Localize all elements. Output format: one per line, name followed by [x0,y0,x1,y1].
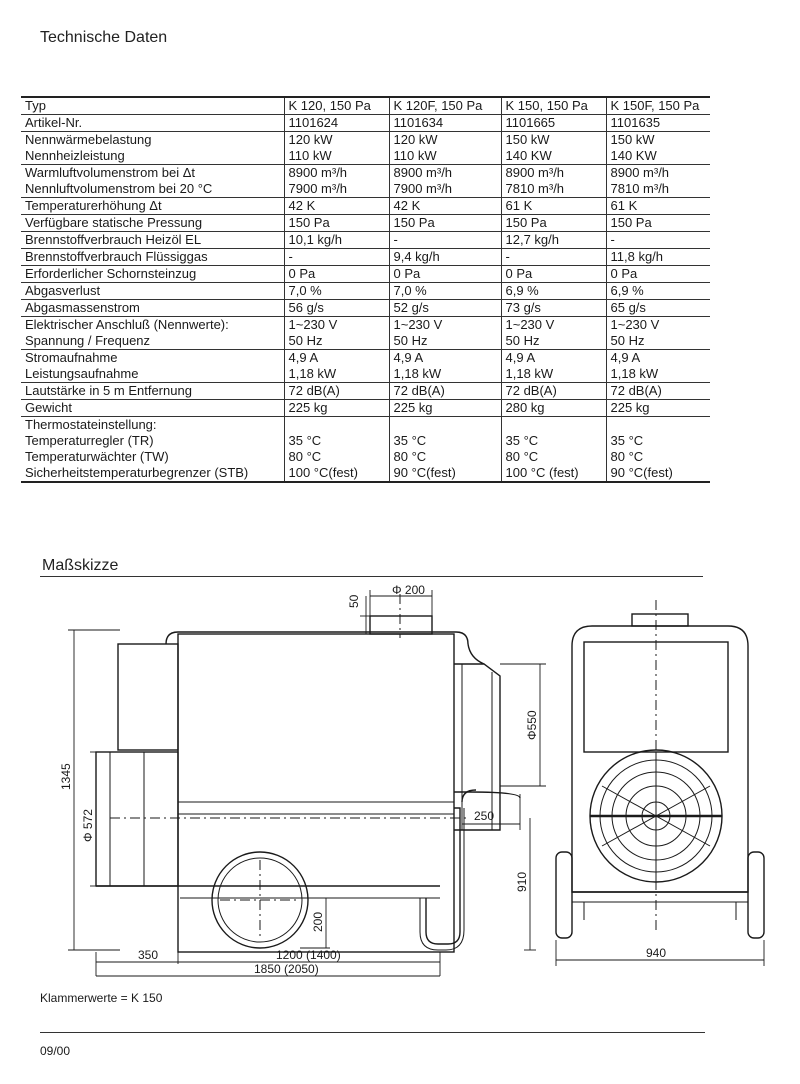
cell-value: 0 Pa [610,266,638,281]
cell-value: 1101635 [610,115,661,130]
cell-value: 1,18 kW [610,366,659,381]
table-row [21,350,710,383]
cell-value: 12,7 kg/h [505,232,559,247]
heater-front-outline [572,626,748,892]
table-row [21,266,710,283]
cell-value: 8900 m³/h [505,165,565,180]
value-cell [501,383,606,400]
table-row [21,400,710,417]
value-cell [389,215,501,232]
row-label-cell [21,132,284,165]
cell-value: 225 kg [393,400,433,415]
row-label: Lautstärke in 5 m Entfernung [25,383,192,398]
cell-value: 150 Pa [505,215,547,230]
cell-value: 225 kg [288,400,328,415]
cell-value: - [393,232,398,247]
dimension-sketch-title: Maßskizze [42,557,119,574]
value-cell [606,283,710,300]
cell-value [394,417,497,433]
value-cell [606,350,710,383]
value-cell [501,165,606,198]
cell-value: 8900 m³/h [288,165,348,180]
cell-value: 9,4 kg/h [393,249,440,264]
value-cell [389,383,501,400]
row-label-cell [21,400,284,417]
cell-value: 61 K [610,198,638,213]
value-cell [284,283,389,300]
value-cell [284,198,389,215]
cell-value: 56 g/s [288,300,324,315]
flue-stub [370,616,432,634]
heater-body-outline [178,634,454,952]
cell-value: 1,18 kW [393,366,442,381]
row-label: Erforderlicher Schornsteinzug [25,266,197,281]
value-cell [606,215,710,232]
cell-value: 1101665 [505,115,556,130]
row-label: Thermostateinstellung: [25,417,157,432]
value-cell [606,198,710,215]
value-cell [389,115,501,132]
cell-value: 4,9 A [393,350,424,365]
row-label: Artikel-Nr. [25,115,83,130]
value-cell [389,165,501,198]
cell-value: 100 °C(fest) [288,465,359,480]
value-cell [284,417,389,483]
row-label: Nennheizleistung [25,148,125,163]
cell-value: 35 °C [610,433,644,448]
value-cell [284,383,389,400]
cell-value: 150 kW [610,132,655,147]
value-cell [501,300,606,317]
cell-value: 6,9 % [610,283,644,298]
dim-outlet-offset: 250 [474,809,495,823]
cell-value: 120 kW [288,132,333,147]
cell-value: 50 Hz [393,333,428,348]
cell-value: 11,8 kg/h [610,249,664,264]
table-row [21,417,710,483]
cell-value: 100 °C (fest) [505,465,579,480]
row-label-cell [21,266,284,283]
cell-value: 0 Pa [393,266,421,281]
value-cell [606,232,710,249]
cell-value: 90 °C(fest) [610,465,673,480]
cell-value: - [288,249,293,264]
cell-value: 0 Pa [288,266,316,281]
row-label-cell [21,232,284,249]
cell-value: 8900 m³/h [610,165,670,180]
row-label: Spannung / Frequenz [25,333,151,348]
value-cell [501,132,606,165]
row-label: Abgasmassenstrom [25,300,140,315]
value-cell [284,317,389,350]
value-cell [389,232,501,249]
cell-value: 80 °C [288,449,322,464]
cell-value: 7,0 % [393,283,427,298]
value-cell [389,300,501,317]
row-label: Abgasverlust [25,283,101,298]
row-label: Typ [25,98,46,113]
cell-value: 42 K [393,198,421,213]
cell-value: 7810 m³/h [505,181,565,196]
value-cell [284,215,389,232]
table-row [21,115,710,132]
cell-value: K 150F, 150 Pa [610,98,700,113]
value-cell [389,132,501,165]
cell-value: 50 Hz [288,333,323,348]
wheel-front-left [556,852,572,938]
value-cell [389,283,501,300]
row-label: Verfügbare statische Pressung [25,215,203,230]
value-cell [284,132,389,165]
table-row [21,232,710,249]
cell-value: 1,18 kW [288,366,337,381]
cell-value: 35 °C [393,433,427,448]
row-label: Leistungsaufnahme [25,366,139,381]
cell-value: 7,0 % [288,283,322,298]
value-cell [501,249,606,266]
value-cell [606,417,710,483]
cell-value: 4,9 A [610,350,641,365]
value-cell [606,400,710,417]
document-date: 09/00 [40,1044,71,1058]
table-row [21,132,710,165]
value-cell [389,417,501,483]
cell-value: 0 Pa [505,266,533,281]
value-cell [389,317,501,350]
row-label: Elektrischer Anschluß (Nennwerte): [25,317,229,332]
value-cell [284,232,389,249]
value-cell [606,317,710,350]
dim-intake-diameter: Φ 572 [81,809,95,842]
cell-value: 4,9 A [505,350,536,365]
cell-value: 80 °C [610,449,644,464]
cell-value: - [610,232,615,247]
cell-value: 150 Pa [610,215,652,230]
cell-value: 150 Pa [288,215,330,230]
cell-value: 52 g/s [393,300,429,315]
table-row [21,383,710,400]
cell-value: 72 dB(A) [505,383,557,398]
row-label: Gewicht [25,400,72,415]
row-label: Warmluftvolumenstrom bei Δt [25,165,196,180]
cell-value: 1101624 [288,115,339,130]
cell-value: 7900 m³/h [393,181,453,196]
cell-value: 110 kW [288,148,332,163]
row-label-cell [21,417,284,483]
row-label: Brennstoffverbrauch Heizöl EL [25,232,202,247]
value-cell [501,317,606,350]
row-label: Brennstoffverbrauch Flüssiggas [25,249,208,264]
section-divider [40,576,703,577]
row-label: Nennluftvolumenstrom bei 20 °C [25,181,213,196]
bracket-values-note: Klammerwerte = K 150 [40,991,163,1005]
burner-box [118,644,178,750]
cell-value: 35 °C [505,433,539,448]
value-cell [284,249,389,266]
cell-value: 8900 m³/h [393,165,453,180]
value-cell [606,132,710,165]
cell-value: 140 KW [505,148,552,163]
cell-value: 90 °C(fest) [393,465,456,480]
dim-wheelbase: 1200 (1400) [276,948,341,962]
value-cell [389,198,501,215]
dim-outlet-diameter: Φ550 [525,710,539,740]
cell-value: 10,1 kg/h [288,232,342,247]
table-row [21,300,710,317]
value-cell [606,165,710,198]
dim-flue-height: 50 [347,594,361,608]
row-label-cell [21,115,284,132]
value-cell [606,115,710,132]
cell-value: 150 kW [505,132,550,147]
cell-value: 72 dB(A) [288,383,340,398]
value-cell [501,350,606,383]
value-cell [606,266,710,283]
cell-value: 35 °C [288,433,322,448]
table-row [21,317,710,350]
value-cell [389,249,501,266]
cell-value: 1~230 V [610,317,660,332]
cell-value: 42 K [288,198,316,213]
row-label-cell [21,198,284,215]
value-cell [606,249,710,266]
cell-value: 7810 m³/h [610,181,670,196]
row-label-cell [21,283,284,300]
cell-value: 1101634 [393,115,444,130]
cell-value: 280 kg [505,400,545,415]
dimension-sketch [0,580,800,990]
row-label: Temperaturregler (TR) [25,433,154,448]
table-row [21,215,710,232]
cell-value: 72 dB(A) [610,383,662,398]
table-row [21,165,710,198]
row-label-cell [21,249,284,266]
dim-flue-diameter: Φ 200 [392,583,425,597]
cell-value: - [505,249,510,264]
cell-value: 50 Hz [610,333,645,348]
dim-total-width: 940 [646,946,667,960]
row-label-cell [21,97,284,115]
value-cell [389,97,501,115]
footer-divider [40,1032,705,1033]
dim-outlet-height: 910 [515,871,529,892]
row-label: Sicherheitstemperaturbegrenzer (STB) [25,465,249,480]
cell-value: 1~230 V [393,317,443,332]
cell-value: 1,18 kW [505,366,554,381]
value-cell [501,400,606,417]
value-cell [501,283,606,300]
value-cell [501,115,606,132]
cell-value: 50 Hz [505,333,540,348]
value-cell [501,97,606,115]
cell-value [611,417,707,433]
value-cell [501,215,606,232]
cell-value: 140 KW [610,148,657,163]
value-cell [284,266,389,283]
cell-value: 110 kW [393,148,437,163]
cell-value: 6,9 % [505,283,539,298]
value-cell [284,165,389,198]
table-row [21,97,710,115]
cell-value: 80 °C [393,449,427,464]
cell-value: 73 g/s [505,300,541,315]
value-cell [284,300,389,317]
value-cell [501,266,606,283]
value-cell [284,400,389,417]
cell-value: K 120, 150 Pa [288,98,371,113]
cell-value: 80 °C [505,449,539,464]
value-cell [284,115,389,132]
value-cell [501,417,606,483]
value-cell [389,350,501,383]
row-label-cell [21,215,284,232]
value-cell [606,300,710,317]
cell-value: 65 g/s [610,300,646,315]
cell-value: 72 dB(A) [393,383,445,398]
value-cell [606,383,710,400]
cell-value: K 150, 150 Pa [505,98,588,113]
value-cell [501,232,606,249]
table-row [21,283,710,300]
row-label: Temperaturwächter (TW) [25,449,169,464]
air-intake [96,752,178,886]
cell-value: 61 K [505,198,533,213]
page-title: Technische Daten [40,29,168,46]
dim-total-height: 1345 [59,763,73,790]
value-cell [501,198,606,215]
cell-value [506,417,602,433]
cell-value: 4,9 A [288,350,319,365]
row-label-cell [21,300,284,317]
cell-value: 225 kg [610,400,650,415]
wheel-front-right [748,852,764,938]
row-label: Nennwärmebelastung [25,132,152,147]
row-label-cell [21,165,284,198]
cell-value: K 120F, 150 Pa [393,98,483,113]
table-row [21,198,710,215]
row-label-cell [21,317,284,350]
value-cell [389,400,501,417]
dim-total-length: 1850 (2050) [254,962,319,976]
cell-value: 1~230 V [288,317,338,332]
row-label-cell [21,383,284,400]
row-label: Temperaturerhöhung Δt [25,198,162,213]
cell-value: 7900 m³/h [288,181,348,196]
value-cell [606,97,710,115]
value-cell [284,97,389,115]
cell-value: 150 Pa [393,215,435,230]
dim-front-overhang: 350 [138,948,159,962]
table-row [21,249,710,266]
row-label-cell [21,350,284,383]
dim-axle-height: 200 [311,911,325,932]
cell-value: 120 kW [393,132,438,147]
value-cell [284,350,389,383]
cell-value: 1~230 V [505,317,555,332]
row-label: Stromaufnahme [25,350,118,365]
cell-value [289,417,385,433]
value-cell [389,266,501,283]
technical-data-table [21,96,710,483]
